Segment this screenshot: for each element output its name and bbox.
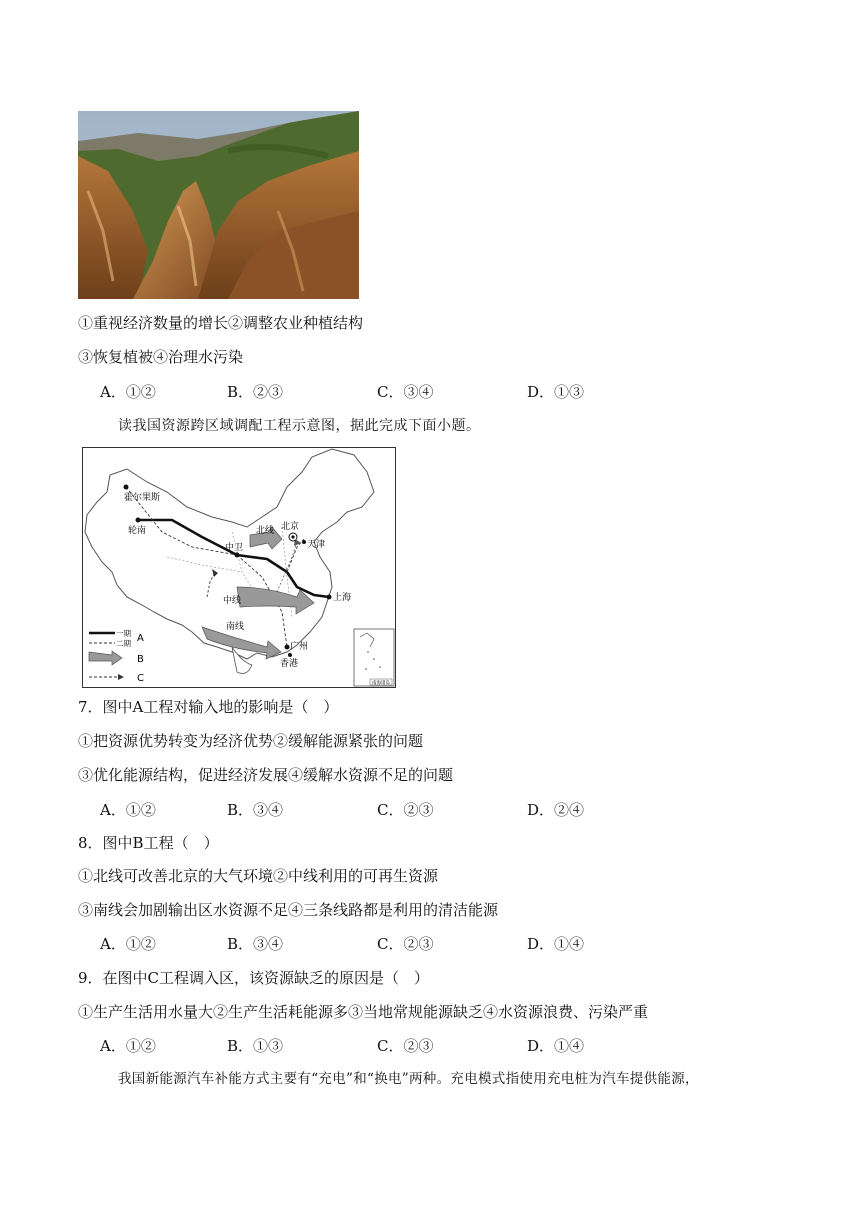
label-tianjin: 天津 (307, 540, 326, 550)
landscape-photo-graphic (78, 111, 359, 299)
label-xianggang: 香港 (280, 659, 299, 669)
q8-stem: 8．图中B工程（ ） (78, 834, 219, 852)
prev-option-a[interactable]: A．①② (100, 383, 156, 401)
next-intro-text: 我国新能源汽车补能方式主要有“充电”和“换电”两种。充电模式指使用充电桩为汽车提供能源， (118, 1071, 699, 1087)
q9-statement-1: ①生产生活用水量大②生产生活耗能源多③当地常规能源缺乏④水资源浪费、污染严重 (78, 1003, 649, 1021)
map-intro-text: 读我国资源跨区域调配工程示意图，据此完成下面小题。 (118, 418, 481, 434)
q8-option-a[interactable]: A．①② (100, 935, 156, 953)
legend-phase2: 二期 (116, 639, 131, 648)
prev-option-d[interactable]: D．①③ (527, 383, 585, 401)
q9-option-d[interactable]: D．①④ (527, 1037, 585, 1055)
label-zhongwei: 中卫 (225, 543, 244, 553)
q7-statement-2: ③优化能源结构，促进经济发展④缓解水资源不足的问题 (78, 766, 454, 784)
label-guangzhou: 广州 (290, 642, 309, 652)
resource-transfer-map (82, 447, 396, 688)
legend-b: B (137, 654, 144, 665)
legend-phase1: 一期 (116, 629, 131, 638)
q7-option-a[interactable]: A．①② (100, 801, 156, 819)
q9-stem: 9．在图中C工程调入区，该资源缺乏的原因是（ ） (78, 969, 430, 987)
label-nanxian: 南线 (226, 622, 245, 632)
prev-statement-2: ③恢复植被④治理水污染 (78, 348, 244, 366)
q8-statement-1: ①北线可改善北京的大气环境②中线利用的可再生资源 (78, 867, 439, 885)
q9-option-a[interactable]: A．①② (100, 1037, 156, 1055)
label-shanghai: 上海 (333, 593, 352, 603)
q9-option-c[interactable]: C．②③ (377, 1037, 434, 1055)
inset-label: 南海诸岛 (372, 681, 390, 686)
q7-option-c[interactable]: C．②③ (377, 801, 434, 819)
q7-option-d[interactable]: D．②④ (527, 801, 585, 819)
prev-option-b[interactable]: B．②③ (227, 383, 284, 401)
label-zhongxian: 中线 (223, 596, 242, 606)
label-lunnan: 轮南 (128, 526, 147, 536)
q8-option-c[interactable]: C．②③ (377, 935, 434, 953)
south-china-sea-inset (354, 629, 394, 686)
map-graphic (82, 447, 396, 688)
q8-option-d[interactable]: D．①④ (527, 935, 585, 953)
q8-statement-2: ③南线会加剧输出区水资源不足④三条线路都是利用的清洁能源 (78, 901, 499, 919)
label-huoerguosi: 霍尔果斯 (124, 493, 161, 503)
label-beixian: 北线 (256, 526, 275, 536)
q7-option-b[interactable]: B．③④ (227, 801, 284, 819)
legend-a: A (137, 633, 144, 644)
landscape-photo (78, 111, 359, 299)
q8-option-b[interactable]: B．③④ (227, 935, 284, 953)
label-beijing: 北京 (281, 522, 300, 532)
prev-option-c[interactable]: C．③④ (377, 383, 434, 401)
prev-statement-1: ①重视经济数量的增长②调整农业种植结构 (78, 314, 364, 332)
q7-statement-1: ①把资源优势转变为经济优势②缓解能源紧张的问题 (78, 732, 424, 750)
q9-option-b[interactable]: B．①③ (227, 1037, 284, 1055)
legend-c: C (137, 673, 144, 684)
q7-stem: 7．图中A工程对输入地的影响是（ ） (78, 698, 339, 716)
